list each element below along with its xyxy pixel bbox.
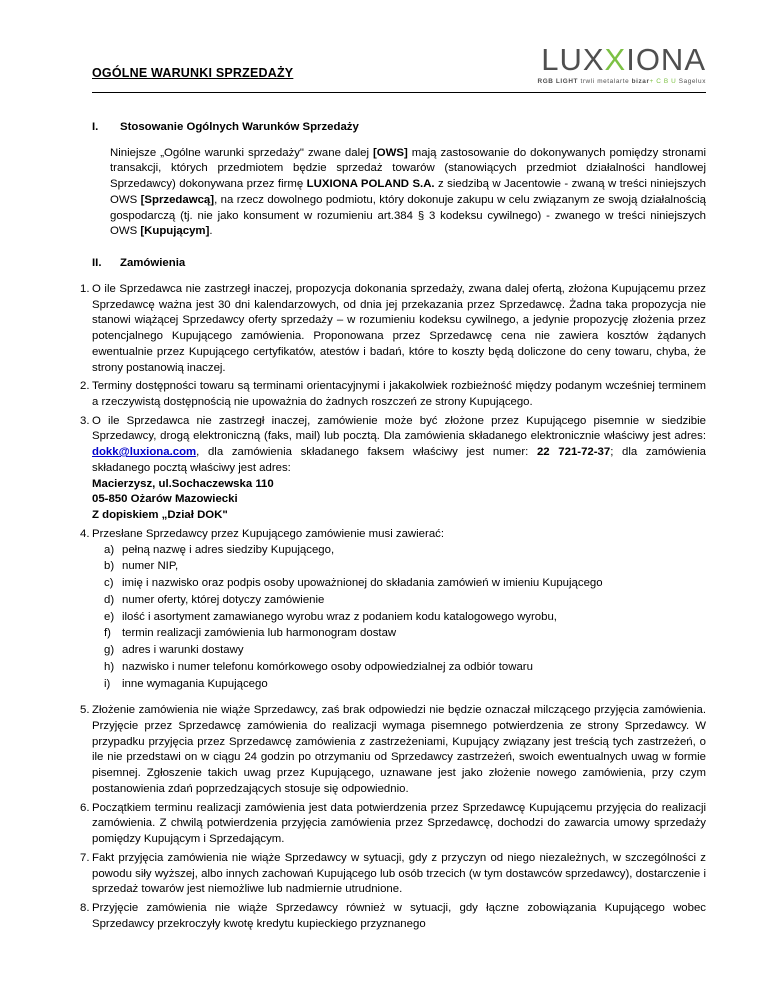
list-marker: 3. <box>80 414 90 427</box>
section-number-2: II. <box>92 257 102 270</box>
list-item <box>62 527 706 693</box>
intro-text-1: Niniejsze „Ogólne warunki sprzedaży" zwane dalej <box>110 146 373 159</box>
list-item <box>92 660 706 676</box>
list-item <box>62 282 706 376</box>
list-marker: c) <box>104 577 114 590</box>
logo-text-x: X <box>604 42 627 77</box>
list-marker: h) <box>104 660 115 673</box>
company-name: LUXIONA POLAND S.A. <box>306 178 435 191</box>
list-marker: a) <box>104 543 115 556</box>
section-1-paragraph <box>62 146 706 240</box>
list-marker: g) <box>104 644 115 657</box>
list-item <box>62 379 706 410</box>
clause-text-2: Terminy dostępności towaru są terminami orientacyjnymi i jakakolwiek rozbieżność między podanym wcześniej terminem a rzeczywistą dostępnością nie upoważnia do żadnych roszczeń ze strony Kupującego. <box>92 380 706 409</box>
logo-tagline <box>538 78 707 85</box>
sub-clause-text: ilość i asortyment zamawianego wyrobu wraz z podaniem kodu katalogowego wyrobu, <box>122 610 557 623</box>
list-item <box>62 801 706 848</box>
clause-text-5: Złożenie zamówienia nie wiąże Sprzedawcy, zaś brak odpowiedzi nie będzie oznaczał milczącego przyjęcia zamówienia. Przyjęcie przez Sprzedawcę zamówienia do realizacji wymaga pisemnego potwierdzenia ze strony Sprzedawcy. W przypadku przyjęcia przez Sprzedawcę zamówienia z zastrzeżeniami, Kupujący związany jest treścią tych zastrzeżeń, o ile nie przedstawi on w ciągu 24 godzin po otrzymaniu od Sprzedawcy zastrzeżeń, swoich ewentualnych uwag w formie pisemnej. Zgłoszenie takich uwag przez Kupującego, uznawane jest jako złożenie nowego zamówienia, przy czym postanowienia zdań poprzedzających stosuje się odpowiednio. <box>92 704 706 795</box>
address-line-1: Macierzysz, ul.Sochaczewska 110 <box>92 477 274 490</box>
header-divider <box>92 92 706 93</box>
clause-3-part-b: , dla zamówienia składanego faksem właściwy jest numer: <box>196 446 537 459</box>
logo-wordmark <box>538 44 707 75</box>
section-title-1: Stosowanie Ogólnych Warunków Sprzedaży <box>120 121 359 133</box>
list-marker: i) <box>104 677 111 690</box>
list-marker: e) <box>104 610 115 623</box>
logo-tagline-sagelux: Sagelux <box>678 78 706 85</box>
logo-tagline-rgb: RGB LIGHT <box>537 78 579 85</box>
list-marker: 2. <box>80 380 90 393</box>
sub-clause-text: imię i nazwisko oraz podpis osoby upoważnionej do składania zamówień w imieniu Kupującego <box>122 577 603 590</box>
list-marker: 8. <box>80 902 90 915</box>
email-link[interactable]: dokk@luxiona.com <box>92 446 197 459</box>
clause-4-intro: Przesłane Sprzedawcy przez Kupującego zamówienie musi zawierać: <box>92 527 445 540</box>
list-item <box>62 851 706 898</box>
list-item <box>92 543 706 559</box>
clause-text-1: O ile Sprzedawca nie zastrzegł inaczej, propozycja dokonania sprzedaży, zwana dalej ofertą, złożona Kupującemu przez Sprzedawcę ważna jest 30 dni kalendarzowych, od dnia jej przekazania przez Sprzedawcę. Żadna taka propozycja nie stanowi wiążącej Sprzedawcy oferty sprzedaży – w rozumieniu kodeksu cywilnego, a jedynie propozycję złożenia przez potencjalnego Kupującego zamówienia. Proponowana przez Sprzedawcę cena nie zawiera kosztów żądanych ewentualnie przez Kupującego certyfikatów, atestów i badań, które to koszty będą doliczone do ceny towaru, chyba, że strony postanowią inaczej. <box>92 282 706 374</box>
list-item <box>62 703 706 797</box>
term-ows: [OWS] <box>372 146 408 159</box>
list-marker: 7. <box>80 851 90 864</box>
address-line-3: Z dopiskiem „Dział DOK" <box>92 509 228 522</box>
list-item <box>62 414 706 524</box>
intro-text-4: , na rzecz dowolnego podmiotu, który dokonuje zakupu w celu związanym ze swoją działalnością gospodarczą (tj. nie jako konsument w rozumieniu art.384 § 3 kodeksu cywilnego) - zwanego w treści niniejszych OWS <box>110 193 707 238</box>
sub-clause-text: numer NIP, <box>122 560 179 573</box>
sub-clause-text: numer oferty, której dotyczy zamówienie <box>122 593 325 606</box>
list-item <box>92 643 706 659</box>
document-header <box>62 44 706 100</box>
address-line-2: 05-850 Ożarów Mazowiecki <box>92 493 238 506</box>
intro-text-2: mają zastosowanie do dokonywanych pomiędzy stronami transakcji, których przedmiotem będzie sprzedaż towarów (stanowiących przedmiot działalności handlowej Sprzedawcy) dokonywana przez firmę <box>110 146 706 191</box>
clause-text-8: Przyjęcie zamówienia nie wiąże Sprzedawcy również w sytuacji, gdy łączne zobowiązania Kupującego wobec Sprzedawcy przekroczyły kwotę kredytu kupieckiego przyznanego <box>92 902 706 930</box>
list-item <box>92 610 706 626</box>
list-marker: 1. <box>80 282 90 295</box>
list-item <box>62 901 706 932</box>
sub-clause-text: inne wymagania Kupującego <box>122 677 268 690</box>
section-heading-1 <box>62 120 706 136</box>
list-marker: 4. <box>80 527 90 540</box>
logo-text-lux: LUX <box>541 42 605 77</box>
list-item <box>92 559 706 575</box>
page-title: OGÓLNE WARUNKI SPRZEDAŻY <box>92 66 294 80</box>
clause-3-part-a: O ile Sprzedawca nie zastrzegł inaczej, zamówienie może być złożone przez Kupującego pisemnie w siedzibie Sprzedawcy, drogą elektroniczną (faks, mail) lub pocztą. Dla zamówienia składanego elektronicznie właściwy jest adres: <box>92 414 706 443</box>
clause-4-sublist <box>92 543 706 693</box>
clause-text-6: Początkiem terminu realizacji zamówienia jest data potwierdzenia przez Sprzedawcę Kupującemu przyjęcia do realizacji zamówienia. Z chwilą potwierdzenia przyjęcia zamówienia przez Sprzedawcę, dochodzi do zawarcia umowy sprzedaży pomiędzy Kupującym i Sprzedającym. <box>92 801 706 846</box>
clause-text-3 <box>92 414 706 524</box>
list-marker: d) <box>104 593 115 606</box>
sub-clause-text: adres i warunki dostawy <box>122 644 244 657</box>
list-item <box>92 576 706 592</box>
clause-text-7: Fakt przyjęcia zamówienia nie wiąże Sprzedawcy w sytuacji, gdy z przyczyn od niego niezależnych, w szczególności z powodu siły wyższej, albo innych zachowań Kupującego lub osób trzecich (w tym dostawców sprzedawcy), dostarczenie i sprzedaż towarów jest niemożliwe lub nadmiernie utrudnione. <box>92 851 706 896</box>
list-item <box>92 626 706 642</box>
clause-list <box>62 282 706 933</box>
logo-tagline-metalarte: metalarte <box>597 78 630 85</box>
list-item <box>92 593 706 609</box>
list-marker: b) <box>104 560 115 573</box>
fax-number: 22 721-72-37 <box>536 446 611 459</box>
list-marker: 6. <box>80 801 90 814</box>
logo-tagline-cbu: + C B U <box>649 78 677 85</box>
list-marker: f) <box>104 627 111 640</box>
logo-tagline-trwli: trwli <box>580 78 595 85</box>
logo-text-iona: IONA <box>626 42 706 77</box>
document-body <box>62 120 706 933</box>
section-heading-2 <box>62 256 706 272</box>
section-title-2: Zamówienia <box>120 257 186 270</box>
term-kupujacy: [Kupującym] <box>140 225 210 238</box>
clause-3-part-c: ; dla zamówienia składanego pocztą właściwy jest adres: <box>92 446 707 474</box>
term-sprzedawca: [Sprzedawcą] <box>140 193 215 206</box>
intro-text-3: z siedzibą w Jacentowie - zwaną w treści niniejszych OWS <box>110 178 706 206</box>
list-item <box>92 677 706 693</box>
list-marker: 5. <box>80 704 90 717</box>
clause-text-4 <box>92 527 706 693</box>
section-number-1: I. <box>92 121 99 133</box>
intro-text-5: . <box>209 225 213 238</box>
sub-clause-text: nazwisko i numer telefonu komórkowego osoby odpowiedzialnej za odbiór towaru <box>122 660 533 673</box>
sub-clause-text: termin realizacji zamówienia lub harmonogram dostaw <box>122 627 397 640</box>
company-logo <box>538 44 707 85</box>
sub-clause-text: pełną nazwę i adres siedziby Kupującego, <box>122 543 335 556</box>
logo-tagline-bizar: bizar <box>631 78 650 85</box>
